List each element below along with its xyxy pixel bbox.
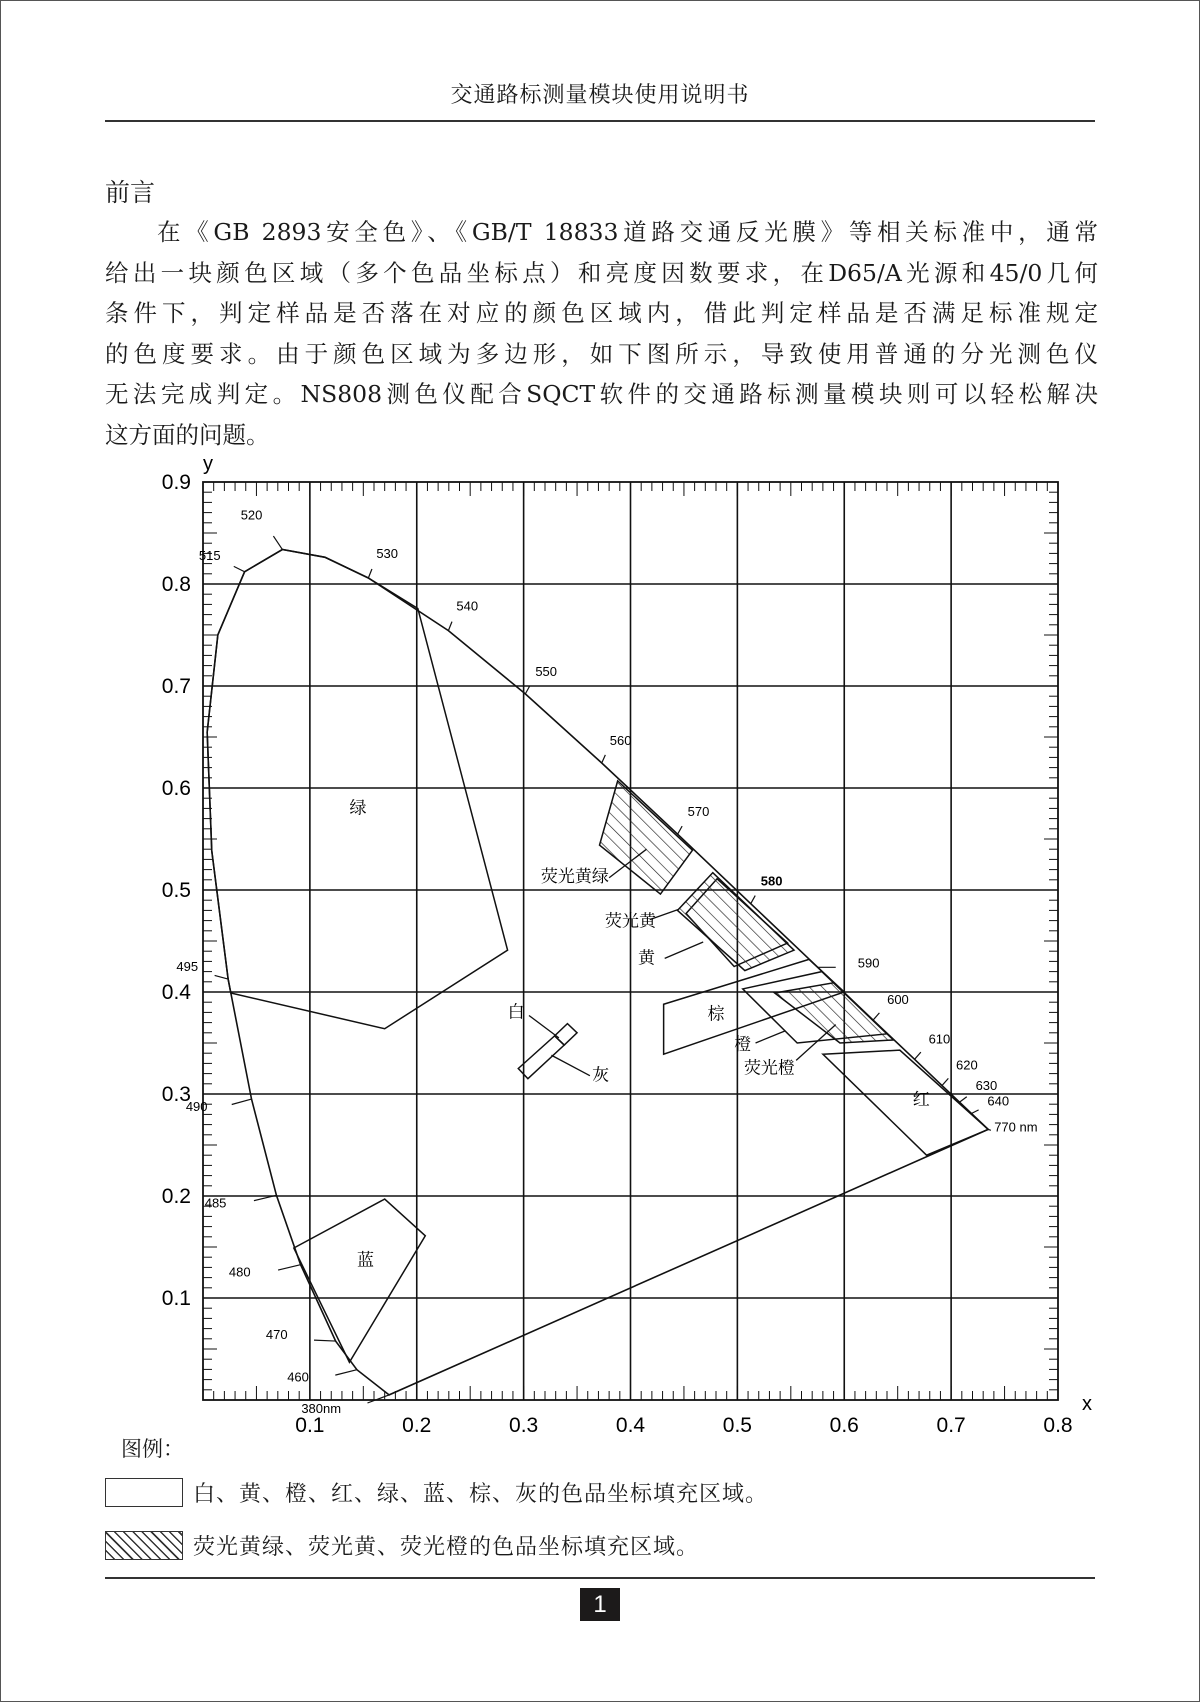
legend-item-hatched — [105, 1530, 699, 1560]
region-blue — [294, 1199, 425, 1362]
region-label-grey: 灰 — [592, 1065, 610, 1086]
page-number: 1 — [580, 1588, 620, 1621]
x-tick-label: 0.6 — [829, 1414, 859, 1437]
region-green — [207, 550, 507, 1029]
legend-text: 荧光黄绿、荧光黄、荧光橙的色品坐标填充区域。 — [193, 1534, 700, 1560]
wavelength-label: 770 nm — [994, 1119, 1038, 1135]
wavelength-tick — [971, 1110, 978, 1114]
wavelength-label: 570 — [687, 804, 710, 820]
wavelength-label: 530 — [376, 545, 399, 561]
wavelength-tick — [602, 755, 606, 763]
wavelength-label: 640 — [987, 1093, 1010, 1109]
paragraph-line: 条件下，判定样品是否落在对应的颜色区域内，借此判定样品是否满足标准规定 — [105, 299, 1098, 327]
legend-swatch-hatched — [105, 1531, 183, 1560]
wavelength-label: 560 — [609, 733, 632, 749]
y-tick-label: 0.1 — [161, 1287, 191, 1310]
wavelength-tick — [368, 569, 372, 578]
wavelength-tick — [942, 1078, 948, 1085]
region-label-fluorescent-yellow: 荧光黄 — [605, 911, 656, 932]
region-label-brown: 棕 — [707, 1004, 725, 1025]
wavelength-tick — [960, 1097, 967, 1102]
wavelength-tick — [234, 566, 245, 571]
region-label-fluorescent-orange: 荧光橙 — [743, 1058, 795, 1079]
wavelength-label: 540 — [456, 598, 479, 614]
legend-title: 图例： — [121, 1437, 184, 1461]
paragraph-line: 给出一块颜色区域（多个色品坐标点）和亮度因数要求，在D65/A光源和45/0几何 — [105, 258, 1098, 287]
wavelength-label: 485 — [204, 1195, 227, 1211]
y-tick-label: 0.5 — [161, 879, 191, 902]
y-tick-label: 0.6 — [161, 777, 191, 800]
leader-line-white — [529, 1015, 559, 1037]
region-label-yellow: 黄 — [638, 948, 656, 969]
region-fluorescent-yellow-green — [600, 781, 693, 894]
wavelength-tick — [273, 536, 282, 550]
y-tick-label: 0.8 — [161, 573, 191, 596]
x-tick-label: 0.3 — [509, 1414, 539, 1437]
wavelength-tick — [915, 1052, 921, 1059]
region-label-fluorescent-yellow-green: 荧光黄绿 — [540, 866, 609, 887]
wavelength-tick — [367, 1395, 389, 1403]
y-tick-label: 0.9 — [161, 471, 191, 494]
wavelength-label: 620 — [956, 1057, 978, 1073]
leader-line-grey — [551, 1055, 589, 1075]
wavelength-tick — [751, 896, 756, 904]
paragraph-line: 的色度要求。由于颜色区域为多边形，如下图所示，导致使用普通的分光测色仪 — [105, 339, 1098, 368]
wavelength-label: 480 — [228, 1264, 251, 1280]
wavelength-label: 495 — [176, 959, 199, 975]
wavelength-label: 460 — [287, 1369, 309, 1385]
wavelength-label: 610 — [928, 1031, 951, 1047]
legend-item-blank — [105, 1477, 768, 1507]
wavelength-tick — [873, 1013, 879, 1020]
section-title: 前言 — [105, 178, 156, 207]
x-tick-label: 0.8 — [1043, 1414, 1073, 1437]
paragraph-line: 无法完成判定。NS808测色仪配合SQCT软件的交通路标测量模块则可以轻松解决 — [105, 380, 1098, 408]
document-title: 交通路标测量模块使用说明书 — [450, 83, 750, 108]
wavelength-label: 600 — [887, 992, 909, 1008]
x-tick-label: 0.2 — [402, 1414, 432, 1437]
region-label-blue: 蓝 — [356, 1250, 374, 1271]
wavelength-tick — [448, 622, 452, 631]
legend-swatch-blank — [105, 1478, 183, 1507]
wavelength-tick — [678, 826, 683, 834]
wavelength-label: 550 — [535, 663, 558, 679]
wavelength-tick — [988, 1129, 991, 1130]
region-white — [555, 1024, 577, 1045]
wavelength-tick — [278, 1265, 301, 1270]
footer-rule — [105, 1577, 1095, 1579]
y-axis-label: y — [203, 453, 213, 475]
wavelength-tick — [215, 975, 229, 979]
region-label-white: 白 — [507, 1002, 525, 1023]
x-axis-label: x — [1082, 1393, 1092, 1415]
region-label-red: 红 — [912, 1090, 930, 1111]
legend-text: 白、黄、橙、红、绿、蓝、棕、灰的色品坐标填充区域。 — [193, 1481, 769, 1507]
x-tick-label: 0.1 — [295, 1414, 325, 1437]
wavelength-label: 490 — [185, 1099, 208, 1115]
region-label-green: 绿 — [349, 798, 367, 819]
paragraph-line: 在《GB 2893安全色》、《GB/T 18833道路交通反光膜》等相关标准中，通常 — [157, 218, 1098, 246]
region-label-orange: 橙 — [734, 1035, 752, 1056]
y-tick-label: 0.7 — [161, 675, 191, 698]
wavelength-tick — [335, 1370, 357, 1375]
wavelength-label: 380nm — [301, 1400, 342, 1416]
wavelength-label: 580 — [760, 873, 783, 889]
x-tick-label: 0.7 — [936, 1414, 966, 1437]
y-tick-label: 0.3 — [161, 1083, 191, 1106]
wavelength-tick — [232, 1099, 252, 1104]
wavelength-label: 590 — [857, 955, 880, 971]
wavelength-label: 520 — [240, 507, 263, 523]
paragraph-line: 这方面的问题。 — [105, 420, 270, 449]
y-tick-label: 0.4 — [161, 981, 191, 1004]
leader-line-orange — [756, 1031, 786, 1043]
y-tick-label: 0.2 — [161, 1185, 191, 1208]
leader-line-yellow — [665, 942, 703, 958]
wavelength-tick — [525, 686, 530, 694]
wavelength-label: 630 — [975, 1078, 998, 1094]
x-tick-label: 0.5 — [722, 1414, 752, 1437]
x-tick-label: 0.4 — [615, 1414, 646, 1437]
wavelength-label: 515 — [198, 547, 221, 563]
region-grey — [518, 1036, 564, 1079]
wavelength-label: 470 — [265, 1327, 288, 1343]
wavelength-tick — [314, 1340, 336, 1341]
